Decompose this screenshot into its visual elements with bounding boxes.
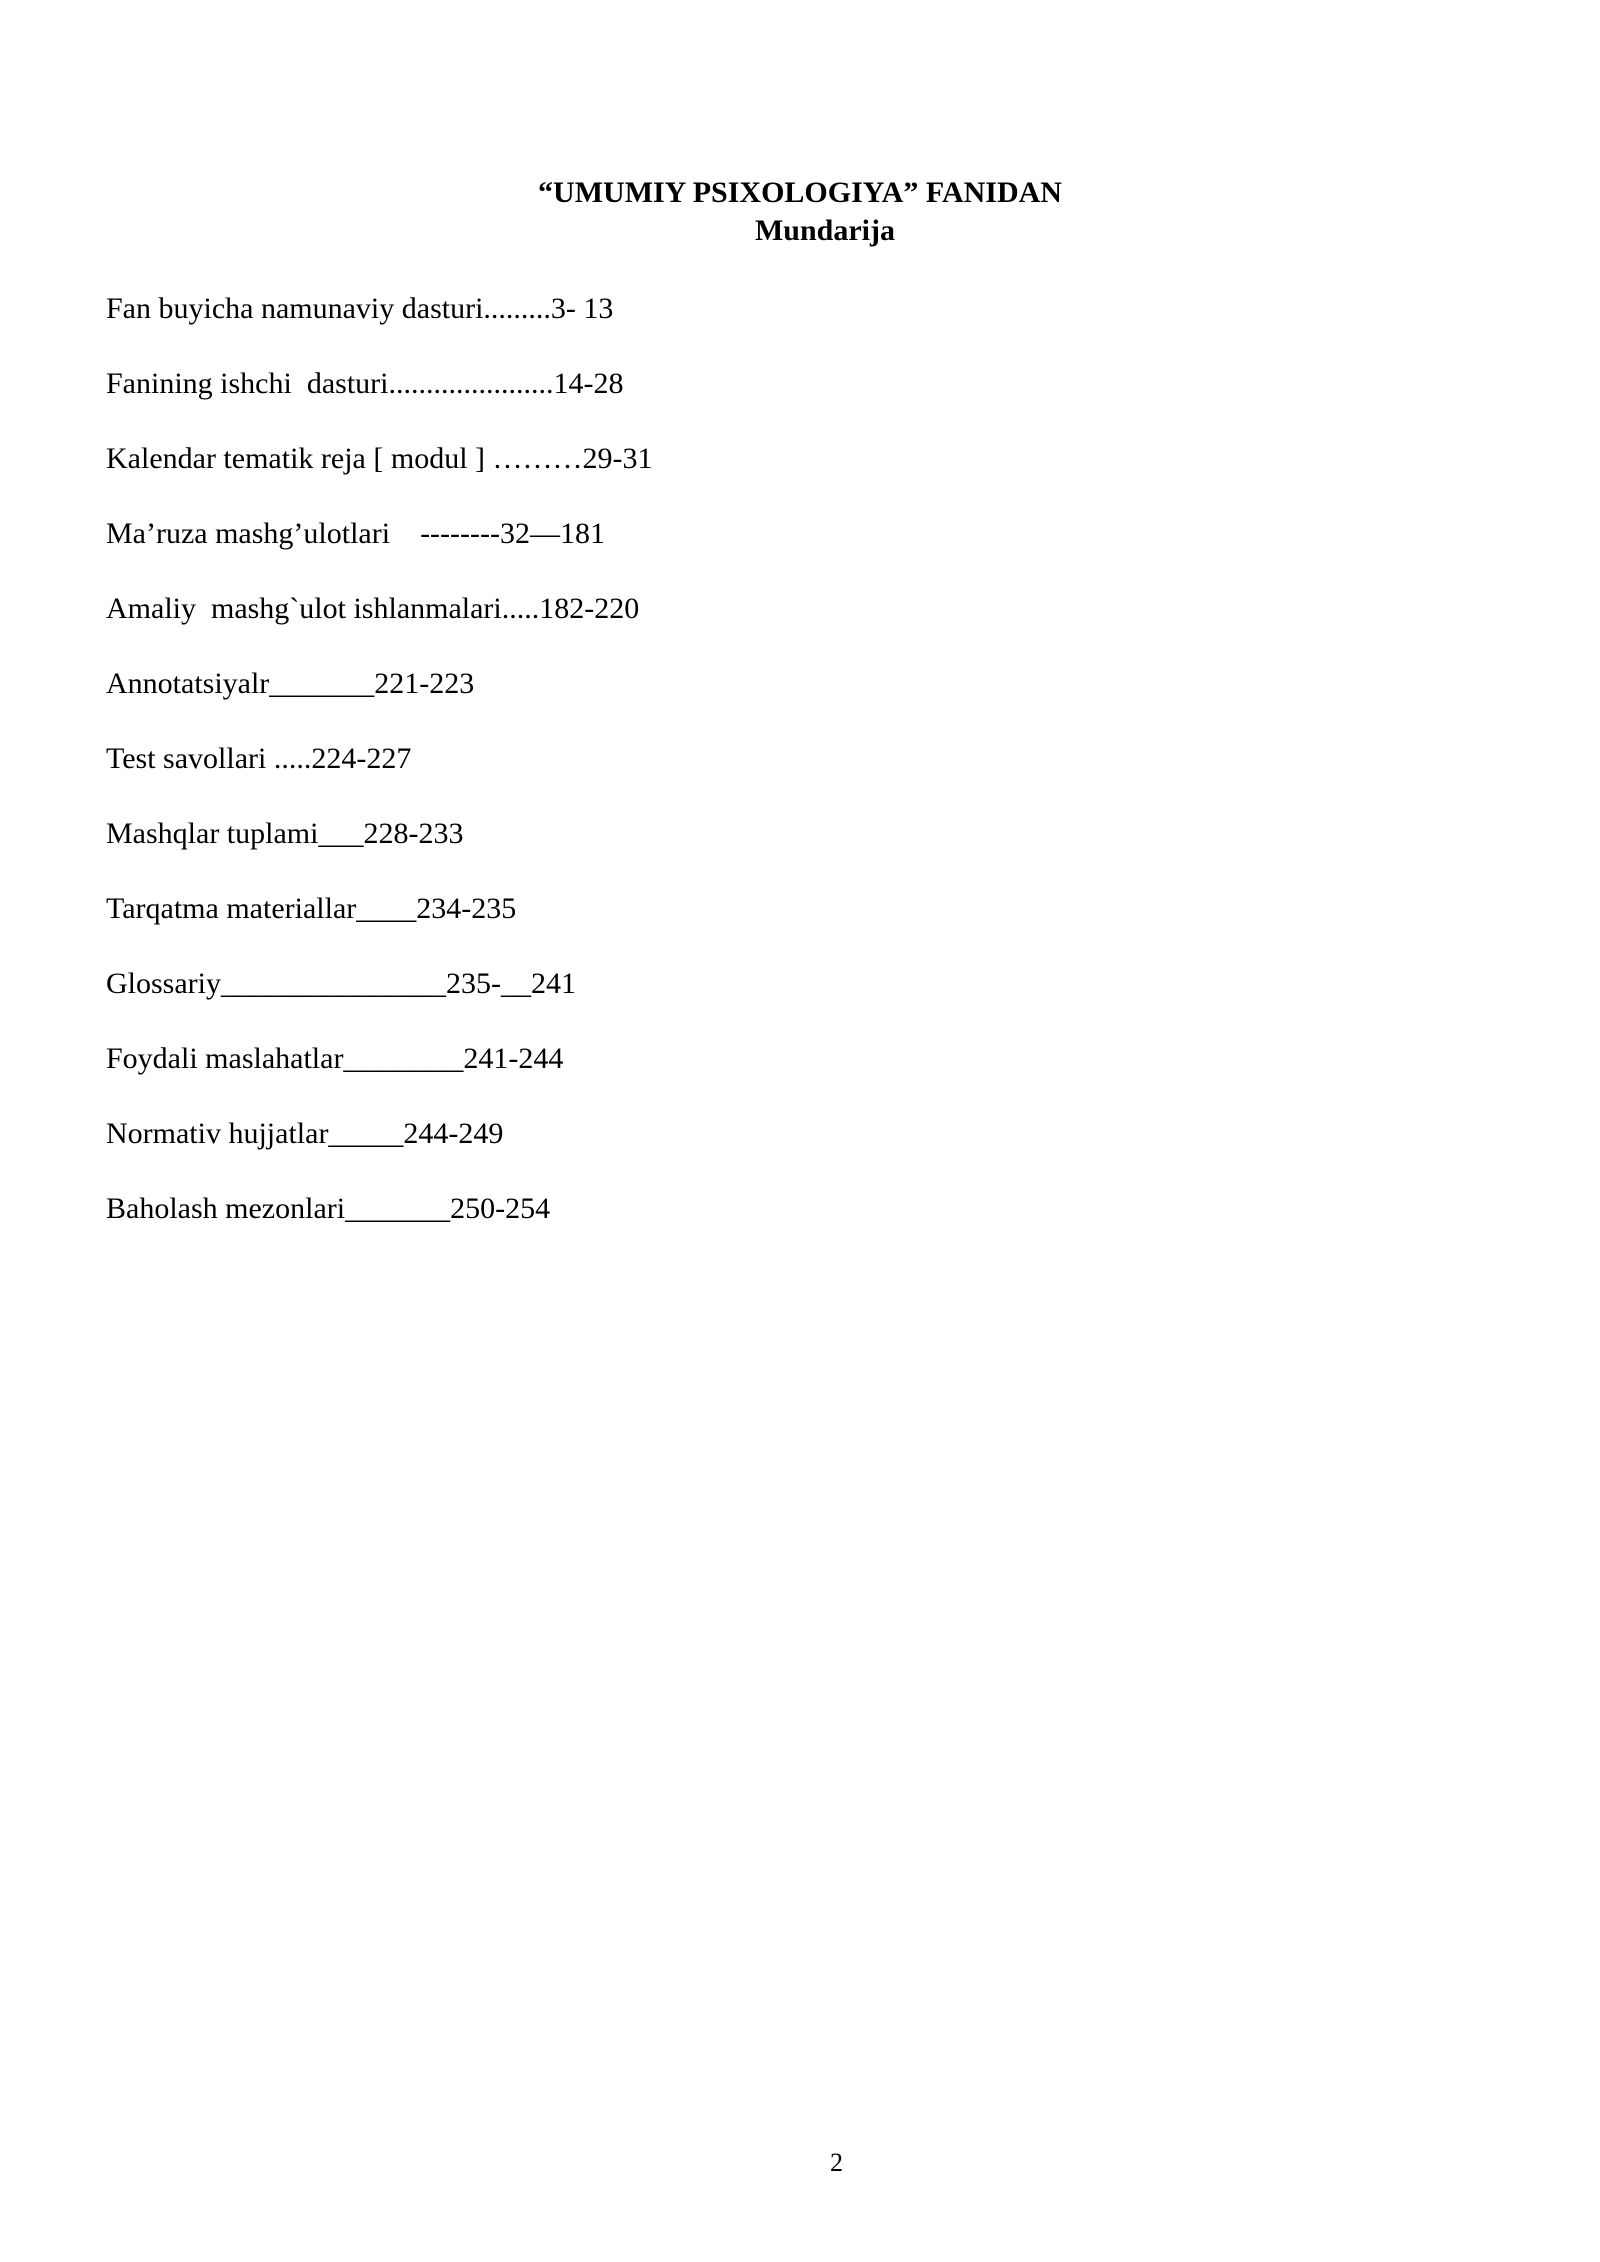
document-header bbox=[0, 174, 1600, 250]
toc-entry: Amaliy mashg`ulot ishlanmalari.....182-220 bbox=[106, 592, 640, 625]
toc-entry: Normativ hujjatlar_____244-249 bbox=[106, 1117, 504, 1150]
toc-entry: Ma’ruza mashg’ulotlari --------32—181 bbox=[106, 517, 605, 550]
table-of-contents bbox=[106, 290, 653, 1265]
toc-entry: Foydali maslahatlar________241-244 bbox=[106, 1042, 564, 1075]
toc-entry: Tarqatma materiallar____234-235 bbox=[106, 892, 517, 925]
toc-entry: Fan buyicha namunaviy dasturi.........3- 13 bbox=[106, 292, 614, 325]
toc-entry: Baholash mezonlari_______250-254 bbox=[106, 1192, 551, 1225]
page-number: 2 bbox=[830, 2148, 843, 2177]
document-subtitle: Mundarija bbox=[754, 214, 895, 247]
document-title: “UMUMIY PSIXOLOGIYA” FANIDAN bbox=[538, 176, 1062, 209]
toc-entry: Mashqlar tuplami___228-233 bbox=[106, 817, 464, 850]
toc-entry: Glossariy_______________235-__241 bbox=[106, 967, 576, 1000]
toc-entry: Fanining ishchi dasturi......................14-28 bbox=[106, 367, 624, 400]
toc-entry: Test savollari .....224-227 bbox=[106, 742, 412, 775]
toc-entry: Annotatsiyalr_______221-223 bbox=[106, 667, 475, 700]
toc-entry: Kalendar tematik reja [ modul ] ………29-31 bbox=[106, 442, 653, 475]
